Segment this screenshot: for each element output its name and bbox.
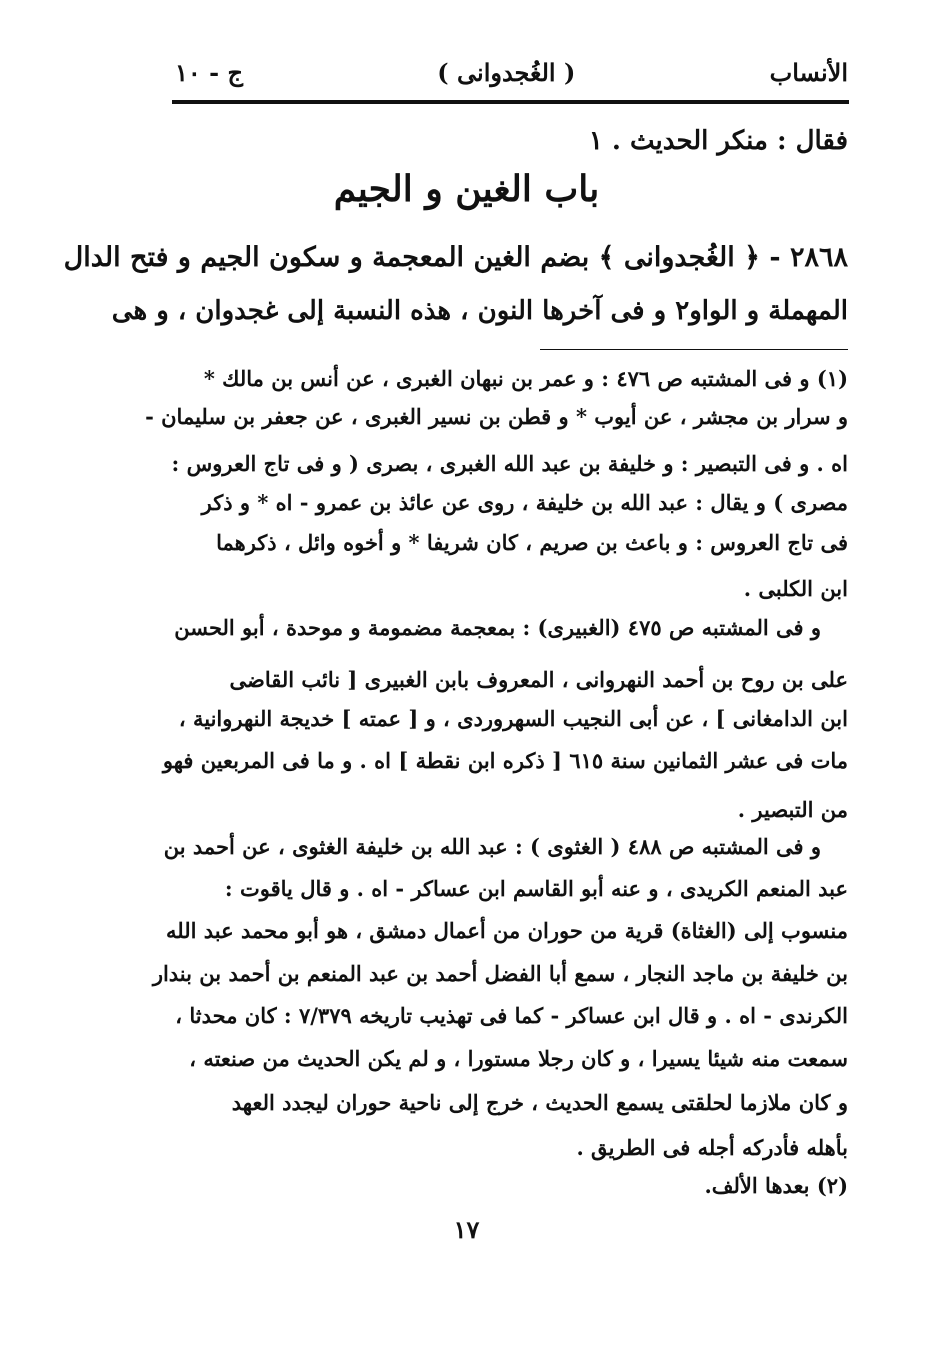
footnote-line: ابن الكلبی . — [743, 576, 848, 601]
header-nisba-title: ( الغُجدوانی ) — [437, 57, 576, 87]
footnote-line: بن خليفة بن ماجد النجار ، سمع أبا الفضل أحمد بن عبد المنعم بن أحمد بن بندار — [152, 961, 848, 986]
entry-line-1: ۲۸٦۸ - ﴿ الغُجدوانی ﴾ بضم الغين المعجمة و سكون الجيم و فتح الدال — [63, 242, 848, 273]
footnote-line: اه . و فی التبصير : و خليفة بن عبد الله الغبری ، بصری ( و فی تاج العروس : — [171, 451, 848, 476]
footnote-rule — [540, 349, 848, 350]
footnote-line: (۱) و فی المشتبه ص ٤٧٦ : و عمر بن نبهان الغبری ، عن أنس بن مالك * — [203, 366, 848, 391]
chapter-heading: باب الغين و الجيم — [333, 168, 600, 210]
footnote-line: عبد المنعم الكريدی ، و عنه أبو القاسم ابن عساكر - اه . و قال ياقوت : — [224, 876, 848, 901]
footnote-line: و فی المشتبه ص ٤٨٨ ( الغثوی ) : عبد الله بن خليفة الغثوی ، عن أحمد بن — [163, 834, 821, 859]
footnote-line: و فی المشتبه ص ٤٧٥ (الغبيری) : بمعجمة مضمومة و موحدة ، أبو الحسن — [174, 615, 821, 640]
entry-line-2: المهملة و الواو۲ و فی آخرها النون ، هذه النسبة إلى غجدوان ، و هی — [111, 296, 848, 326]
page-number: ۱۷ — [453, 1215, 480, 1244]
footnote-line: و سرار بن مجشر ، عن أيوب * و قطن بن نسير الغبری ، عن جعفر بن سليمان - — [145, 404, 848, 429]
footnote-line: ابن الدامغانی ] ، عن أبی النجيب السهروردی ، و [ عمته ] خديجة النهروانية ، — [178, 706, 848, 731]
footnote-line: سمعت منه شيئا يسيرا ، و كان رجلا مستورا ، و لم يكن الحديث من صنعته ، — [189, 1046, 848, 1071]
footnote-line: بأهله فأدركه أجله فی الطريق . — [576, 1135, 848, 1160]
footnote-line: منسوب إلى (الغثاة) قرية من حوران من أعمال دمشق ، هو أبو محمد عبد الله — [166, 918, 848, 943]
running-header — [175, 48, 848, 96]
footnote-line: فی تاج العروس : و باعث بن صريم ، كان شريفا * و أخوه وائل ، ذكرهما — [216, 530, 848, 555]
header-volume: ج - ۱۰ — [175, 57, 243, 87]
header-book-title: الأنساب — [769, 57, 848, 87]
header-rule — [172, 100, 849, 104]
footnote-line: علی بن روح بن أحمد النهروانی ، المعروف بابن الغبيری [ نائب القاضی — [229, 667, 848, 692]
footnote-line: و كان ملازما لحلقتی يسمع الحديث ، خرج إلى ناحية حوران ليجدد العهد — [231, 1090, 848, 1115]
footnote-line: (۲) بعدها الألف. — [704, 1173, 848, 1198]
footnote-line: مات فی عشر الثمانين سنة ٦١٥ [ ذكره ابن نقطة ] اه . و ما فی المربعين فهو — [162, 748, 848, 773]
body-line-continuation: فقال : منكر الحديث . ۱ — [588, 126, 848, 156]
footnote-line: الكرندی - اه . و قال ابن عساكر - كما فی تهذيب تاريخه ٧/٣٧٩ : كان محدثا ، — [175, 1003, 848, 1028]
footnote-line: من التبصير . — [737, 797, 848, 822]
footnote-line: مصری ) و يقال : عبد الله بن خليفة ، روى عن عائذ بن عمرو - اه * و ذكر — [201, 490, 848, 515]
